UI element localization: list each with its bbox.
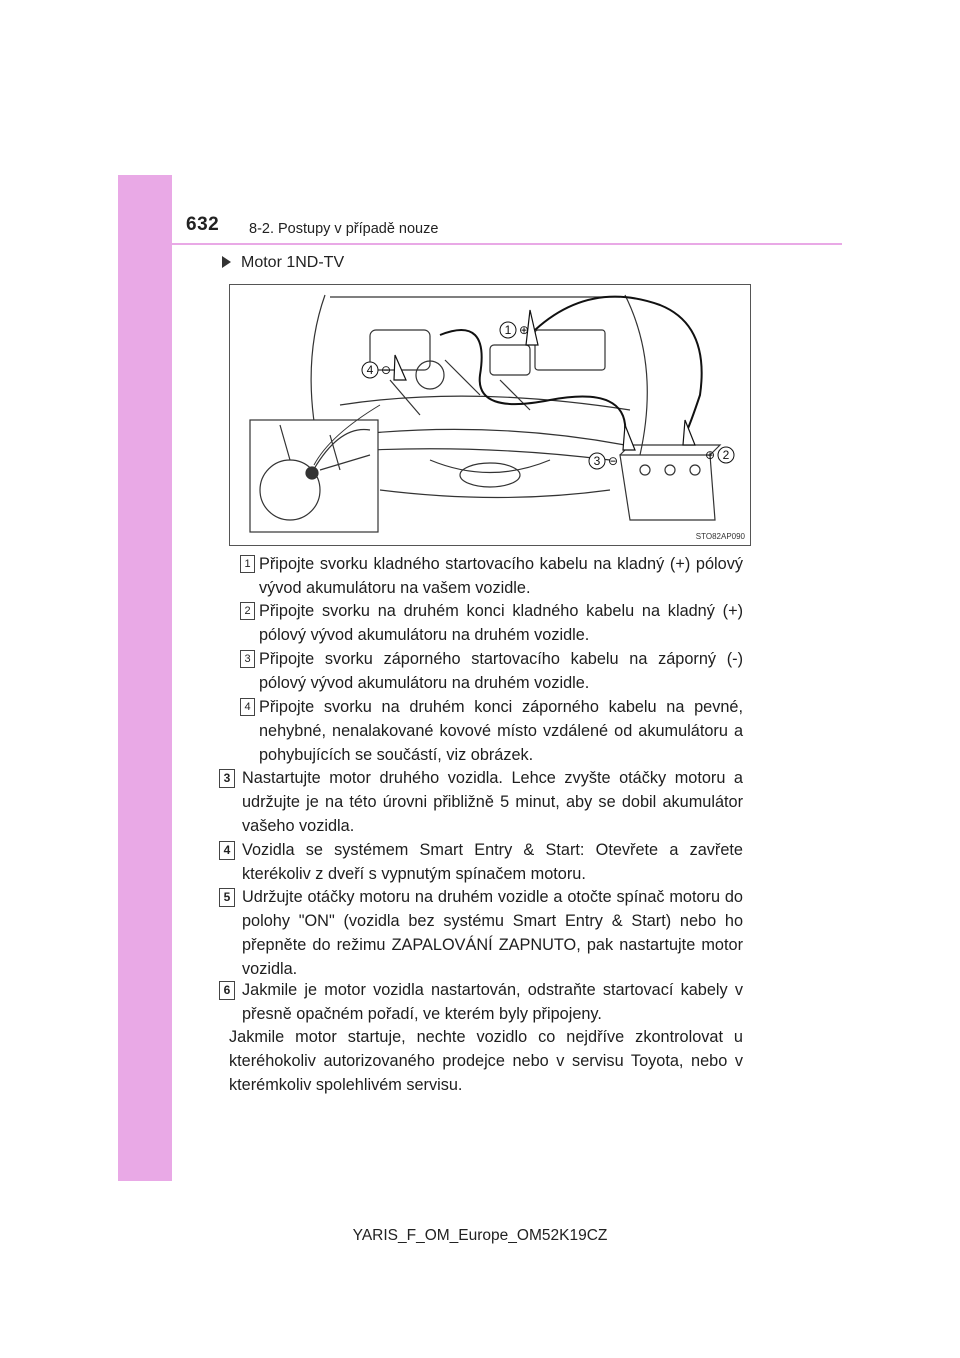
figure-label-3: 3 bbox=[593, 454, 601, 468]
step-text: Vozidla se systémem Smart Entry & Start: Otevřete a zavřete kterékoliv z dveří s vypnutým spínačem motoru. bbox=[242, 841, 743, 883]
jump-start-illustration bbox=[229, 284, 751, 546]
substep-text: Připojte svorku záporného startovacího kabelu na záporný (-) pólový vývod akumulátoru na druhém vozidle. bbox=[259, 650, 743, 692]
figure-code: STO82AP090 bbox=[695, 532, 745, 541]
step-number: 6 bbox=[219, 981, 235, 1000]
side-color-bar bbox=[118, 175, 172, 1181]
section-title: 8-2. Postupy v případě nouze bbox=[249, 221, 439, 237]
substep-number: 4 bbox=[240, 698, 255, 716]
footer-code: YARIS_F_OM_Europe_OM52K19CZ bbox=[352, 1227, 608, 1244]
step-text: Udržujte otáčky motoru na druhém vozidle a otočte spínač motoru do polohy "ON" (vozidla bez systému Smart Entry & Start) nebo ho přepněte do režimu ZAPALOVÁNÍ ZAPNUTO, pak nastartujte motor vozidla. bbox=[242, 888, 743, 978]
substep-number: 3 bbox=[240, 650, 255, 668]
closing-paragraph: Jakmile motor startuje, nechte vozidlo co nejdříve zkontrolovat u kteréhokoliv autorizovaného prodejce nebo v servisu Toyota, nebo v kterémkoliv spolehlivém servisu. bbox=[229, 1028, 743, 1094]
engine-bay-drawing bbox=[230, 285, 750, 545]
substep-number: 1 bbox=[240, 555, 255, 573]
negative-sign-icon: ⊖ bbox=[380, 363, 392, 377]
figure-label-2: 2 bbox=[722, 448, 730, 462]
figure-caption: Motor 1ND-TV bbox=[222, 254, 344, 272]
step-number: 4 bbox=[219, 841, 235, 860]
substep-text: Připojte svorku na druhém konci záporného kabelu na pevné, nehybné, nenalakované kovové místo vzdálené od akumulátoru a pohybujících se součástí, viz obrázek. bbox=[259, 698, 743, 764]
positive-sign-icon: ⊕ bbox=[704, 448, 716, 462]
substep-text: Připojte svorku kladného startovacího kabelu na kladný (+) pólový vývod akumulátoru na vašem vozidle. bbox=[259, 555, 743, 597]
positive-sign-icon: ⊕ bbox=[518, 323, 530, 337]
header-rule bbox=[172, 243, 842, 245]
negative-sign-icon: ⊖ bbox=[607, 454, 619, 468]
step-number: 3 bbox=[219, 769, 235, 788]
substep-number: 2 bbox=[240, 602, 255, 620]
step-text: Jakmile je motor vozidla nastartován, odstraňte startovací kabely v přesně opačném pořadí, ve kterém byly připojeny. bbox=[242, 981, 743, 1023]
figure-label-1: 1 bbox=[504, 323, 512, 337]
triangle-bullet-icon bbox=[222, 256, 231, 268]
step-number: 5 bbox=[219, 888, 235, 907]
step-text: Nastartujte motor druhého vozidla. Lehce zvyšte otáčky motoru a udržujte je na této úrovni přibližně 5 minut, aby se dobil akumulátor vašeho vozidla. bbox=[242, 769, 743, 835]
substep-text: Připojte svorku na druhém konci kladného kabelu na kladný (+) pólový vývod akumulátoru na druhém vozidle. bbox=[259, 602, 743, 644]
page-number: 632 bbox=[186, 214, 220, 235]
figure-label-4: 4 bbox=[366, 363, 374, 377]
